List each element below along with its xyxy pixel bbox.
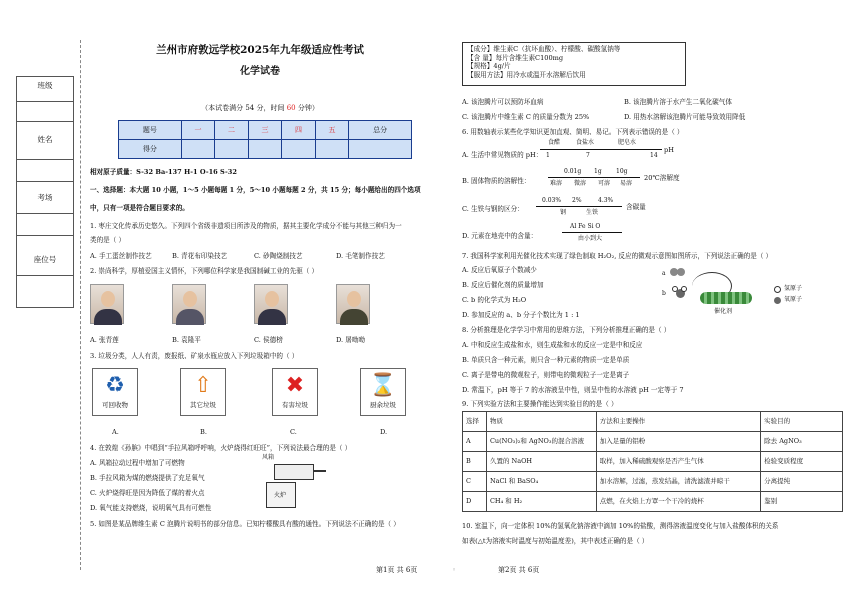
score-head: 一 bbox=[181, 121, 214, 140]
q6-option-a[interactable]: A. 生活中常见物质的 pH： bbox=[462, 151, 543, 159]
scientist-photo-a bbox=[90, 284, 124, 324]
recyclable-bin-icon: ♻ 可回收物 bbox=[92, 368, 138, 416]
exam-note: （本试卷满分 54 分，时间 60 分钟） bbox=[201, 104, 319, 112]
question-2: 2. 崇尚科学，厚植爱国主义情怀，下列哪位科学家是我国制碱工业的先驱（ ） bbox=[90, 267, 319, 275]
question-10-cont: 如表(△t为溶液实时温度与初始温度差)，其中表述正确的是（ ） bbox=[462, 537, 649, 545]
score-cell[interactable] bbox=[248, 140, 281, 159]
table-cell: Cu(NO₃)₂和 AgNO₃的混合溶液 bbox=[486, 432, 596, 452]
experiment-table bbox=[462, 411, 843, 512]
q8-option-d[interactable]: D. 常温下，pH 等于 7 的水溶液呈中性，则呈中性的水溶液 pH 一定等于 7 bbox=[462, 386, 684, 394]
q4-option-d[interactable]: D. 氧气能支持燃烧，说明氧气具有可燃性 bbox=[90, 504, 212, 512]
table-header: 物质 bbox=[486, 412, 596, 432]
q8-option-b[interactable]: B. 单质只含一种元素，则只含一种元素的物质一定是单质 bbox=[462, 356, 630, 364]
axis-c-label: 4.3% bbox=[598, 197, 614, 204]
score-head: 四 bbox=[282, 121, 315, 140]
table-cell: A bbox=[463, 432, 487, 452]
q4-option-c[interactable]: C. 火炉烧得旺是因为降低了煤的着火点 bbox=[90, 489, 205, 497]
question-8: 8. 分析推理是化学学习中常用的思维方法，下列分析推理正确的是（ ） bbox=[462, 326, 671, 334]
score-cell[interactable] bbox=[282, 140, 315, 159]
axis-b-unit: 20℃溶解度 bbox=[644, 174, 680, 182]
q7-option-a[interactable]: A. 反应后氧原子个数减少 bbox=[462, 266, 537, 274]
score-table bbox=[118, 120, 412, 159]
axis-a-line bbox=[540, 149, 662, 150]
q2-option-a[interactable]: A. 张青莲 bbox=[90, 336, 119, 344]
kitchen-waste-bin-icon: ⌛ 厨余垃圾 bbox=[360, 368, 406, 416]
reaction-diagram: a b 催化剂 氢原子 氧原子 bbox=[662, 270, 803, 315]
question-1-cont: 类的是（ ） bbox=[90, 236, 126, 244]
question-1: 1. 枣庄文化传承历史悠久。下列四个省级非遗项目所涉及的物质，据其主要化学成分不能与其他三种归为一 bbox=[90, 222, 402, 230]
section-1-heading: 一、选择题：本大题 10 小题，1～5 小题每题 1 分，5～10 小题每题 2 分，共 15 分；每小题给出的四个选项 bbox=[90, 186, 421, 194]
table-row[interactable] bbox=[463, 452, 843, 472]
table-cell: CH₄ 和 H₂ bbox=[486, 492, 596, 512]
q5-option-b[interactable]: B. 该泡腾片溶于水产生二氧化碳气体 bbox=[624, 98, 732, 106]
class-label: 班级 bbox=[37, 81, 53, 90]
q2-option-c[interactable]: C. 侯德榜 bbox=[254, 336, 283, 344]
page-number-left: 第1页 共 6页 bbox=[376, 566, 418, 574]
axis-a-tick: 1 bbox=[546, 152, 550, 159]
score-head: 题号 bbox=[119, 121, 182, 140]
table-row[interactable] bbox=[463, 432, 843, 452]
axis-b-tick: 可溶 bbox=[598, 180, 611, 187]
q4-option-b[interactable]: B. 手拉风箱为煤的燃烧提供了充足氧气 bbox=[90, 474, 205, 482]
axis-c-tick: 钢 bbox=[560, 209, 567, 216]
question-10: 10. 室温下，向一定体积 10%的氢氧化钠溶液中滴加 10%的盐酸，测得溶液温度变化与加入盐酸体积的关系 bbox=[462, 522, 779, 530]
axis-a-label: 食醋 bbox=[548, 139, 561, 146]
question-5: 5. 如图是某品牌维生素 C 泡腾片说明书的部分信息。已知柠檬酸具有酸的通性。下列说法不正确的是（ ） bbox=[90, 520, 400, 528]
table-cell: 点燃，在火焰上方罩一个干冷的烧杯 bbox=[596, 492, 760, 512]
q2-option-d[interactable]: D. 屠呦呦 bbox=[336, 336, 366, 344]
q2-option-b[interactable]: B. 袁隆平 bbox=[172, 336, 201, 344]
table-row[interactable] bbox=[463, 472, 843, 492]
other-waste-bin-icon: ⇧ 其它垃圾 bbox=[180, 368, 226, 416]
score-head: 总分 bbox=[349, 121, 412, 140]
q5-option-d[interactable]: D. 用热水溶解该泡腾片可能导致效用降低 bbox=[624, 113, 746, 121]
q8-option-a[interactable]: A. 中和反应生成盐和水，则生成盐和水的反应一定是中和反应 bbox=[462, 341, 643, 349]
axis-a-label: 食盐水 bbox=[576, 139, 595, 146]
score-cell[interactable] bbox=[315, 140, 348, 159]
question-7: 7. 我国科学家利用光催化技术实现了绿色制取 H₂O₂, 反应的微观示意图如图所示，下列说法正确的是（ ） bbox=[462, 252, 773, 260]
axis-b-label: 10g bbox=[616, 168, 628, 175]
axis-c-tick: 生铁 bbox=[586, 209, 599, 216]
axis-b-label: 1g bbox=[594, 168, 602, 175]
name-label: 姓名 bbox=[37, 135, 53, 144]
student-info-column bbox=[16, 76, 74, 308]
table-header: 实验目的 bbox=[761, 412, 843, 432]
exam-room-label: 考场 bbox=[37, 193, 53, 202]
table-header: 选择 bbox=[463, 412, 487, 432]
q3-option-a[interactable]: A. bbox=[112, 428, 119, 436]
question-9: 9. 下列实验方法和主要操作能达到实验目的的是（ ） bbox=[462, 400, 618, 408]
q4-option-a[interactable]: A. 风箱拉动过程中增加了可燃物 bbox=[90, 459, 185, 467]
table-cell: 久置的 NaOH bbox=[486, 452, 596, 472]
axis-c-line bbox=[536, 206, 622, 207]
axis-d-label: Al Fe Si O bbox=[570, 223, 601, 230]
axis-a-label: 肥皂水 bbox=[618, 139, 637, 146]
axis-b-tick: 难溶 bbox=[550, 180, 563, 187]
table-cell: C bbox=[463, 472, 487, 492]
axis-b-tick: 微溶 bbox=[574, 180, 587, 187]
score-cell[interactable] bbox=[215, 140, 248, 159]
score-head: 三 bbox=[248, 121, 281, 140]
q6-option-b[interactable]: B. 固体物质的溶解性： bbox=[462, 177, 531, 185]
q1-option-b[interactable]: B. 青花布印染技艺 bbox=[172, 252, 228, 260]
q6-option-d[interactable]: D. 元素在地壳中的含量： bbox=[462, 232, 538, 240]
table-header: 方法和主要操作 bbox=[596, 412, 760, 432]
table-cell: 鉴别 bbox=[761, 492, 843, 512]
axis-b-label: 0.01g bbox=[564, 168, 582, 175]
q7-option-c[interactable]: C. b 的化学式为 H₂O bbox=[462, 296, 527, 304]
q5-option-a[interactable]: A. 该泡腾片可以预防坏血病 bbox=[462, 98, 544, 106]
table-cell: 除去 AgNO₃ bbox=[761, 432, 843, 452]
table-cell: B bbox=[463, 452, 487, 472]
q3-option-d[interactable]: D. bbox=[380, 428, 388, 436]
axis-b-tick: 易溶 bbox=[620, 180, 633, 187]
exam-subject: 化学试卷 bbox=[240, 66, 280, 77]
q6-option-c[interactable]: C. 生铁与钢的区分： bbox=[462, 205, 524, 213]
axis-a-tick: 14 bbox=[650, 152, 658, 159]
scientist-photo-b bbox=[172, 284, 206, 324]
q7-option-d[interactable]: D. 参加反应的 a、b 分子个数比为 1 : 1 bbox=[462, 311, 580, 319]
table-cell: D bbox=[463, 492, 487, 512]
question-6: 6. 用数轴表示某些化学知识更加直观、简明、易记。下列表示错误的是（ ） bbox=[462, 128, 684, 136]
score-cell[interactable] bbox=[349, 140, 412, 159]
table-cell: 加入足量的铝粉 bbox=[596, 432, 760, 452]
axis-c-label: 0.03% bbox=[542, 197, 562, 204]
atomic-mass: 相对原子质量：S-32 Ba-137 H-1 O-16 S-32 bbox=[90, 168, 237, 176]
page-number-right: 第2页 共 6页 bbox=[498, 566, 540, 574]
q1-option-c[interactable]: C. 砂陶烧制技艺 bbox=[254, 252, 303, 260]
axis-d-tick: 由小到大 bbox=[578, 235, 603, 242]
exam-title: 兰州市府敦远学校2025年九年级适应性考试 bbox=[156, 44, 364, 56]
q7-option-b[interactable]: B. 反应后催化剂的质量增加 bbox=[462, 281, 544, 289]
table-cell: 加水溶解，过滤，蒸发结晶，清洗滤渣并晾干 bbox=[596, 472, 760, 492]
score-cell[interactable] bbox=[181, 140, 214, 159]
q8-option-c[interactable]: C. 离子是带电的微观粒子，则带电的微观粒子一定是离子 bbox=[462, 371, 630, 379]
score-head: 二 bbox=[215, 121, 248, 140]
question-3: 3. 垃圾分类，人人有责，废报纸、矿泉水瓶应放入下列垃圾箱中的（ ） bbox=[90, 352, 299, 360]
axis-c-unit: 含碳量 bbox=[626, 203, 646, 211]
q1-option-a[interactable]: A. 手工蛋丝制作技艺 bbox=[90, 252, 152, 260]
scientist-photo-c bbox=[254, 284, 288, 324]
hazardous-bin-icon: ✖ 有害垃圾 bbox=[272, 368, 318, 416]
score-row-label: 得分 bbox=[119, 140, 182, 159]
table-cell: 分离提纯 bbox=[761, 472, 843, 492]
section-1-heading-cont: 中，只有一项是符合题目要求的。 bbox=[90, 204, 189, 212]
scientist-photo-d bbox=[336, 284, 370, 324]
axis-a-unit: pH bbox=[664, 146, 674, 154]
q5-option-c[interactable]: C. 该泡腾片中维生素 C 的质量分数为 25% bbox=[462, 113, 590, 121]
table-cell: 检验变质程度 bbox=[761, 452, 843, 472]
binding-line bbox=[80, 40, 81, 570]
axis-d-line bbox=[562, 232, 622, 233]
bellows-furnace-figure: 风箱 火炉 bbox=[262, 454, 328, 510]
q1-option-d[interactable]: D. 毛笔制作技艺 bbox=[336, 252, 385, 260]
seat-number-label: 座位号 bbox=[33, 255, 57, 264]
q3-option-c[interactable]: C. bbox=[290, 428, 297, 436]
page-separator: ◦ bbox=[452, 566, 457, 574]
vitamin-c-label-box: 【成分】维生素C（抗坏血酸）、柠檬酸、碳酸氢钠等 【含 量】每片含维生素C100mg 【规格】4g/片 【服用方法】用冷水或温开水溶解后饮用 bbox=[462, 42, 686, 86]
table-cell: 取样，加入稀硫酸观察是否产生气体 bbox=[596, 452, 760, 472]
q3-option-b[interactable]: B. bbox=[200, 428, 207, 436]
table-cell: NaCl 和 BaSO₄ bbox=[486, 472, 596, 492]
axis-c-label: 2% bbox=[572, 197, 582, 204]
axis-b-line bbox=[548, 177, 640, 178]
score-head: 五 bbox=[315, 121, 348, 140]
axis-a-tick: 7 bbox=[586, 152, 590, 159]
table-row[interactable] bbox=[463, 492, 843, 512]
question-4: 4. 在敦煌《孙膑》中唱到“手拉风箱呼呼响，火炉烧得红旺旺”，下列说法最合理的是（ ） bbox=[90, 444, 352, 452]
